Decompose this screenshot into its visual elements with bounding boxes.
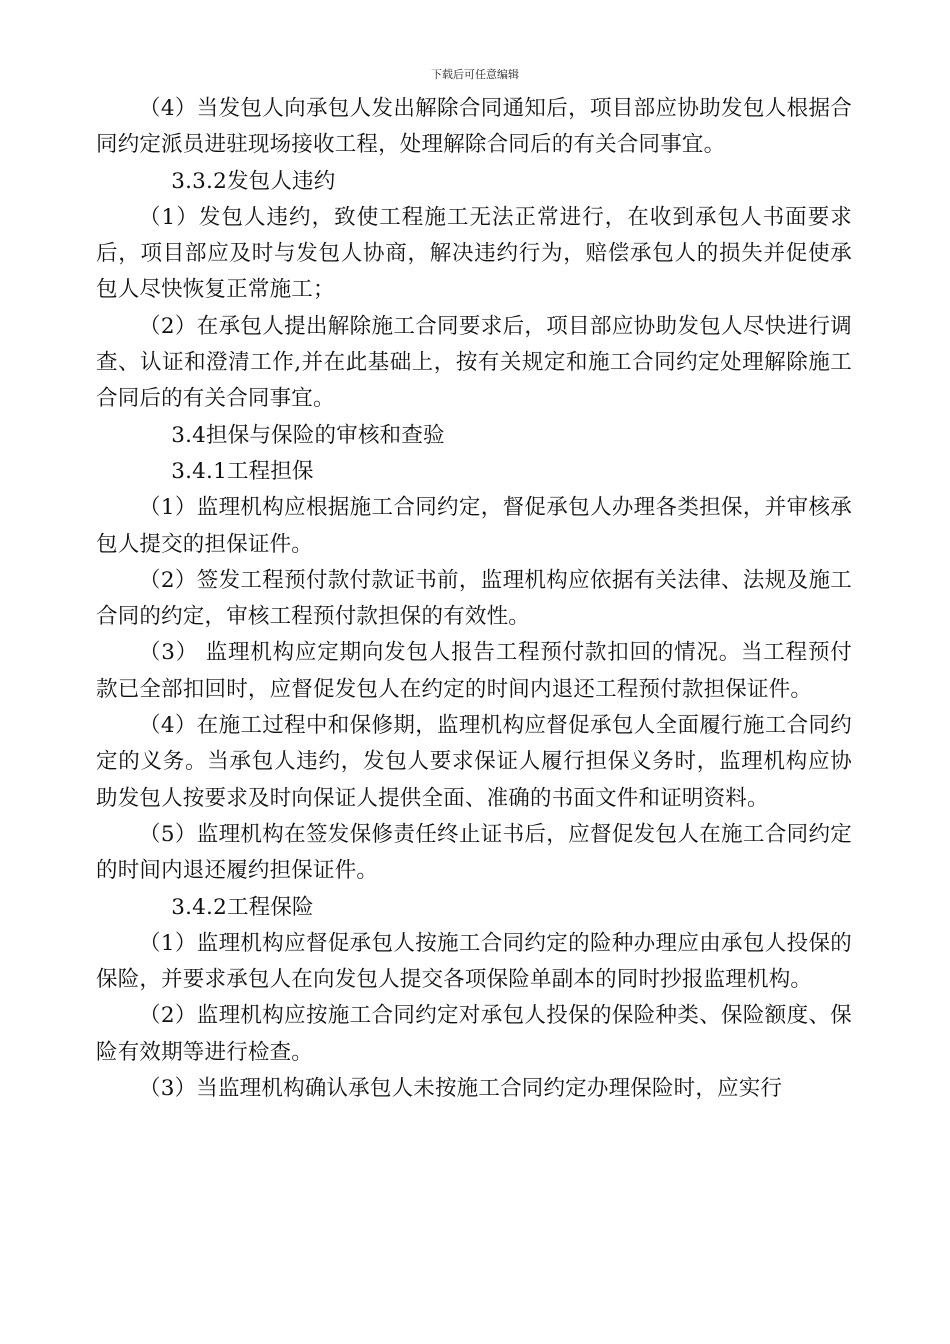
page-header: 下载后可任意编辑 — [431, 68, 519, 81]
paragraph-guarantee-3: （3） 监理机构应定期向发包人报告工程预付款扣回的情况。当工程预付款已全部扣回时，应督促发包人在约定的时间内退还工程预付款担保证件。 — [96, 640, 852, 702]
paragraph-insurance-1: （1）监理机构应督促承包人按施工合同约定的险种办理应由承包人投保的保险，并要求承包人在向发包人提交各项保险单副本的同时抄报监理机构。 — [96, 930, 852, 993]
section-heading-3-4-1: 3.4.1工程担保 — [171, 458, 314, 484]
paragraph-guarantee-4: （4）在施工过程中和保修期，监理机构应督促承包人全面履行施工合同约定的义务。当承包人违约，发包人要求保证人履行担保义务时，监理机构应协助发包人按要求及时向保证人提供全面、准确的书面文件和证明资料。 — [96, 713, 852, 811]
paragraph-employer-breach-1: （1）发包人违约，致使工程施工无法正常进行，在收到承包人书面要求后，项目部应及时与发包人协商，解决违约行为，赔偿承包人的损失并促使承包人尽快恢复正常施工； — [96, 204, 852, 303]
paragraph-insurance-3: （3）当监理机构确认承包人未按施工合同约定办理保险时，应实行 — [139, 1076, 783, 1102]
section-heading-3-4-2: 3.4.2工程保险 — [171, 894, 314, 920]
section-heading-3-3-2: 3.3.2发包人违约 — [171, 168, 336, 194]
paragraph-guarantee-2: （2）签发工程预付款付款证书前，监理机构应依据有关法律、法规及施工合同的约定，审核工程预付款担保的有效性。 — [96, 567, 852, 630]
document-body — [96, 91, 852, 1107]
paragraph-contract-termination: （4）当发包人向承包人发出解除合同通知后，项目部应协助发包人根据合同约定派员进驻现场接收工程，处理解除合同后的有关合同事宜。 — [96, 96, 852, 158]
paragraph-guarantee-1: （1）监理机构应根据施工合同约定，督促承包人办理各类担保，并审核承包人提交的担保证件。 — [96, 495, 852, 557]
paragraph-guarantee-5: （5）监理机构在签发保修责任终止证书后，应督促发包人在施工合同约定的时间内退还履约担保证件。 — [96, 821, 852, 884]
paragraph-insurance-2: （2）监理机构应按施工合同约定对承包人投保的保险种类、保险额度、保险有效期等进行检查。 — [96, 1003, 852, 1065]
paragraph-employer-breach-2: （2）在承包人提出解除施工合同要求后，项目部应协助发包人尽快进行调查、认证和澄清工作,并在此基础上，按有关规定和施工合同约定处理解除施工合同后的有关合同事宜。 — [96, 313, 852, 412]
section-heading-3-4: 3.4担保与保险的审核和查验 — [171, 422, 445, 448]
